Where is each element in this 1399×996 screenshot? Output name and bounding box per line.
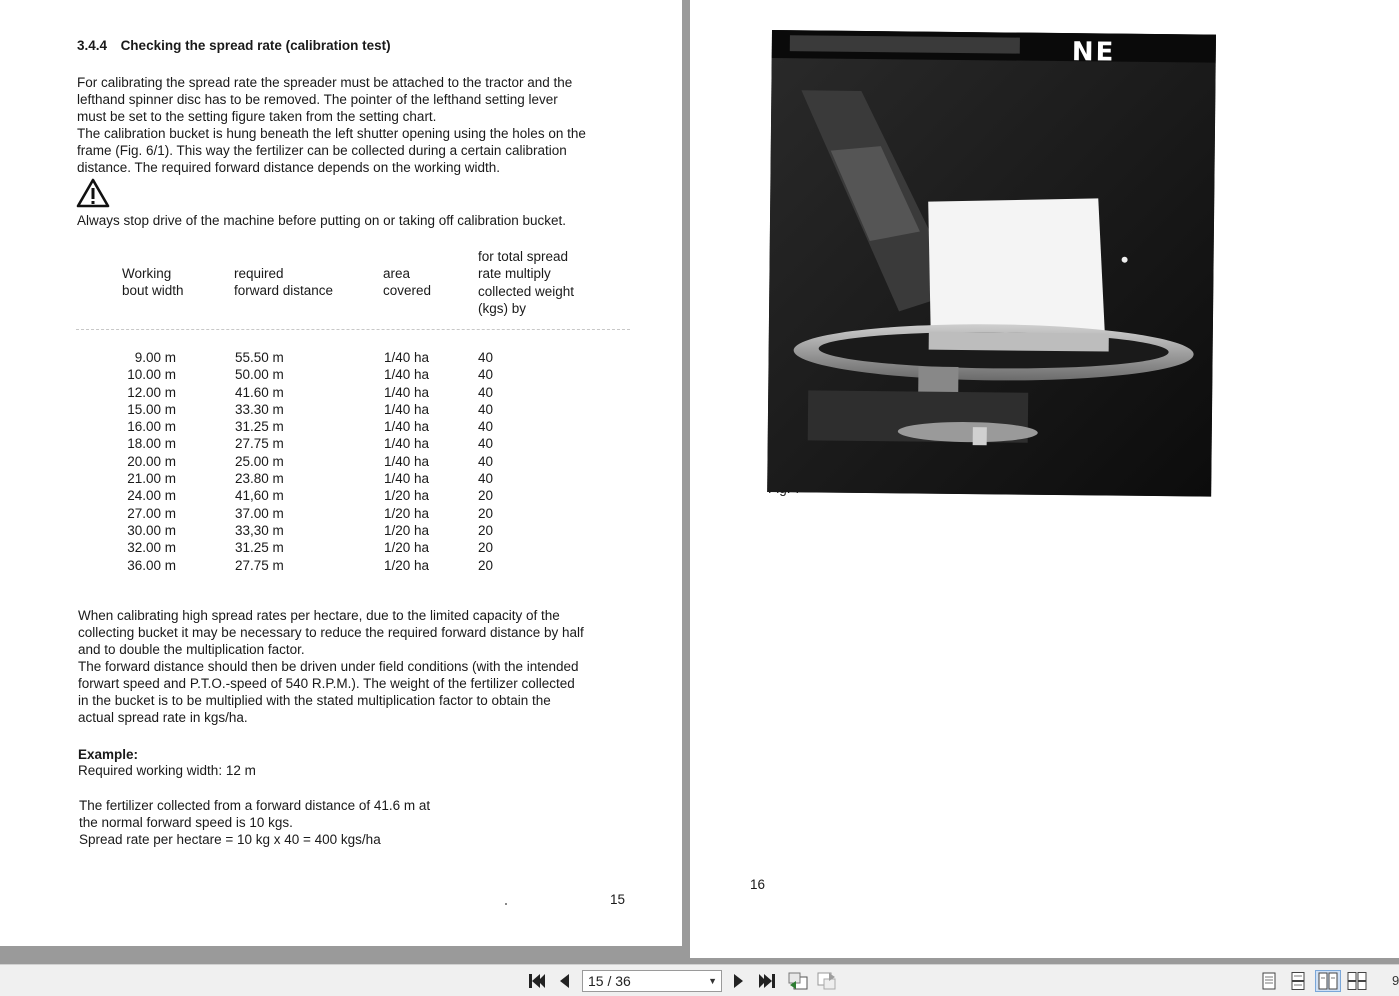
table-cell: 41,60 m [235, 488, 284, 504]
paragraph-line: forwart speed and P.T.O.-speed of 540 R.P.M.). The weight of the fertilizer collected [78, 676, 575, 691]
intro-line: The calibration bucket is hung beneath the left shutter opening using the holes on the [77, 126, 586, 141]
two-page-icon [1318, 972, 1338, 990]
table-cell: 1/40 ha [384, 453, 430, 469]
table-cell: 33,30 m [235, 522, 284, 538]
table-cell: 33.30 m [235, 401, 284, 417]
history-back-icon [787, 971, 809, 991]
table-cell: 1/40 ha [384, 419, 430, 435]
table-cell: 20 [478, 557, 494, 573]
table-cell: 18.00 m [127, 436, 176, 452]
two-page-view-button[interactable] [1315, 970, 1341, 992]
single-page-icon [1261, 972, 1277, 990]
table-cell: 1/20 ha [384, 488, 430, 504]
example-label: Example: [78, 747, 139, 762]
table-cell: 40 [478, 471, 494, 487]
table-cell: 20 [478, 505, 494, 521]
table-cell: 37.00 m [235, 505, 284, 521]
page-number: 15 [610, 892, 626, 907]
table-cell: 10.00 m [127, 367, 176, 383]
section-heading [77, 37, 391, 54]
intro-line: must be set to the setting figure taken from the setting chart. [77, 109, 437, 124]
calibration-paragraph [78, 607, 584, 726]
header-line: required [234, 266, 284, 281]
speck [505, 903, 507, 905]
paragraph-line: collecting bucket it may be necessary to reduce the required forward distance by half [78, 625, 584, 640]
history-forward-button[interactable] [815, 970, 839, 992]
column-widths [122, 349, 176, 574]
table-cell: 1/40 ha [384, 471, 430, 487]
page-number: 16 [750, 877, 766, 892]
table-cell: 40 [478, 367, 494, 383]
table-cell: 31.25 m [235, 540, 284, 556]
intro-line: frame (Fig. 6/1). This way the fertilizer can be collected during a certain calibration [77, 143, 567, 158]
photo-illustration [767, 30, 1216, 497]
last-page-button[interactable] [756, 970, 778, 992]
table-cell: 23.80 m [235, 471, 284, 487]
next-page-button[interactable] [730, 970, 748, 992]
paragraph-line: The fertilizer collected from a forward distance of 41.6 m at [79, 798, 431, 813]
table-cell: 12.00 m [127, 384, 176, 400]
previous-page-icon [558, 973, 570, 989]
continuous-view-button[interactable] [1287, 970, 1309, 992]
header-line: forward distance [234, 283, 334, 299]
paragraph-line: Spread rate per hectare = 10 kg x 40 = 400 kgs/ha [79, 832, 381, 847]
table-cell: 50.00 m [235, 367, 284, 383]
table-cell: 24.00 m [127, 488, 176, 504]
figure-7-photo [767, 30, 1216, 497]
table-cell: 40 [478, 401, 494, 417]
table-cell: 1/40 ha [384, 401, 430, 417]
table-cell: 25.00 m [235, 453, 284, 469]
two-page-continuous-icon [1347, 972, 1367, 990]
paragraph-line: in the bucket is to be multiplied with the stated multiplication factor to obtain the [78, 693, 551, 708]
table-cell: 31.25 m [235, 419, 284, 435]
table-header-distance [234, 265, 333, 300]
history-back-button[interactable] [786, 970, 810, 992]
table-cell: 27.00 m [127, 505, 176, 521]
zoom-edge-label[interactable]: 9 [1392, 973, 1399, 988]
column-areas [384, 349, 429, 574]
table-cell: 20 [478, 522, 494, 538]
table-cell: 1/20 ha [384, 540, 430, 556]
header-line: Working [122, 266, 172, 281]
history-forward-icon [816, 971, 838, 991]
warning-text: Always stop drive of the machine before putting on or taking off calibration bucket. [77, 213, 567, 228]
table-cell: 15.00 m [127, 401, 176, 417]
table-cell: 55.50 m [235, 350, 284, 365]
table-divider [76, 329, 630, 330]
table-cell: 1/20 ha [384, 557, 430, 573]
single-page-view-button[interactable] [1258, 970, 1280, 992]
table-cell: 1/40 ha [384, 367, 430, 383]
table-cell: 40 [478, 350, 494, 365]
table-cell: 9.00 m [134, 350, 176, 365]
example-line: Required working width: 12 m [78, 763, 256, 778]
table-cell: 27.75 m [235, 436, 284, 452]
section-title: Checking the spread rate (calibration test) [120, 38, 391, 53]
header-line: covered [383, 283, 432, 299]
table-cell: 1/20 ha [384, 522, 430, 538]
paragraph-line: When calibrating high spread rates per hectare, due to the limited capacity of the [78, 608, 560, 623]
table-cell: 41.60 m [235, 384, 284, 400]
next-page-icon [733, 973, 745, 989]
paragraph-line: actual spread rate in kgs/ha. [78, 710, 248, 725]
table-cell: 1/40 ha [384, 384, 430, 400]
table-cell: 36.00 m [127, 557, 176, 573]
chevron-down-icon[interactable]: ▼ [708, 976, 717, 986]
table-cell: 30.00 m [127, 522, 176, 538]
two-page-continuous-view-button[interactable] [1346, 970, 1368, 992]
table-header-area [383, 265, 431, 300]
header-line: area [383, 266, 411, 281]
column-factors [478, 349, 493, 574]
warning-triangle-icon [76, 178, 110, 208]
column-distances [235, 349, 284, 574]
example-result [79, 797, 430, 848]
table-cell: 40 [478, 436, 494, 452]
table-cell: 1/40 ha [384, 350, 430, 365]
last-page-icon [758, 973, 776, 989]
left-page [0, 0, 682, 946]
table-cell: 1/20 ha [384, 505, 430, 521]
header-line: collected weight [478, 283, 575, 299]
first-page-icon [528, 973, 546, 989]
photo-brand-text: NE [1071, 37, 1116, 68]
first-page-button[interactable] [526, 970, 548, 992]
table-cell: 20 [478, 488, 494, 504]
paragraph-line: and to double the multiplication factor. [78, 642, 305, 657]
intro-line: For calibrating the spread rate the spreader must be attached to the tractor and the [77, 75, 573, 90]
table-cell: 20 [478, 540, 494, 556]
table-cell: 20.00 m [127, 453, 176, 469]
table-cell: 1/40 ha [384, 436, 430, 452]
intro-line: distance. The required forward distance depends on the working width. [77, 160, 501, 175]
header-line: bout width [122, 283, 184, 299]
table-cell: 32.00 m [127, 540, 176, 556]
page-indicator: 15 / 36 [588, 973, 631, 989]
section-number: 3.4.4 [77, 38, 108, 53]
table-cell: 27.75 m [235, 557, 284, 573]
previous-page-button[interactable] [555, 970, 573, 992]
table-cell: 16.00 m [127, 419, 176, 435]
table-cell: 40 [478, 419, 494, 435]
header-line: (kgs) by [478, 300, 527, 316]
table-header-width [122, 265, 184, 300]
page-number-field[interactable] [582, 970, 722, 992]
continuous-page-icon [1290, 972, 1306, 990]
paragraph-line: The forward distance should then be driven under field conditions (with the intended [78, 659, 579, 674]
header-line: for total spread [478, 249, 569, 264]
viewer-toolbar [0, 964, 1399, 996]
table-cell: 40 [478, 384, 494, 400]
paragraph-line: the normal forward speed is 10 kgs. [79, 815, 293, 830]
table-cell: 40 [478, 453, 494, 469]
table-cell: 21.00 m [127, 471, 176, 487]
header-line: rate multiply [478, 266, 551, 282]
intro-line: lefthand spinner disc has to be removed. The pointer of the lefthand setting lever [77, 92, 558, 107]
table-header-factor [478, 248, 574, 317]
intro-paragraph [77, 74, 586, 176]
